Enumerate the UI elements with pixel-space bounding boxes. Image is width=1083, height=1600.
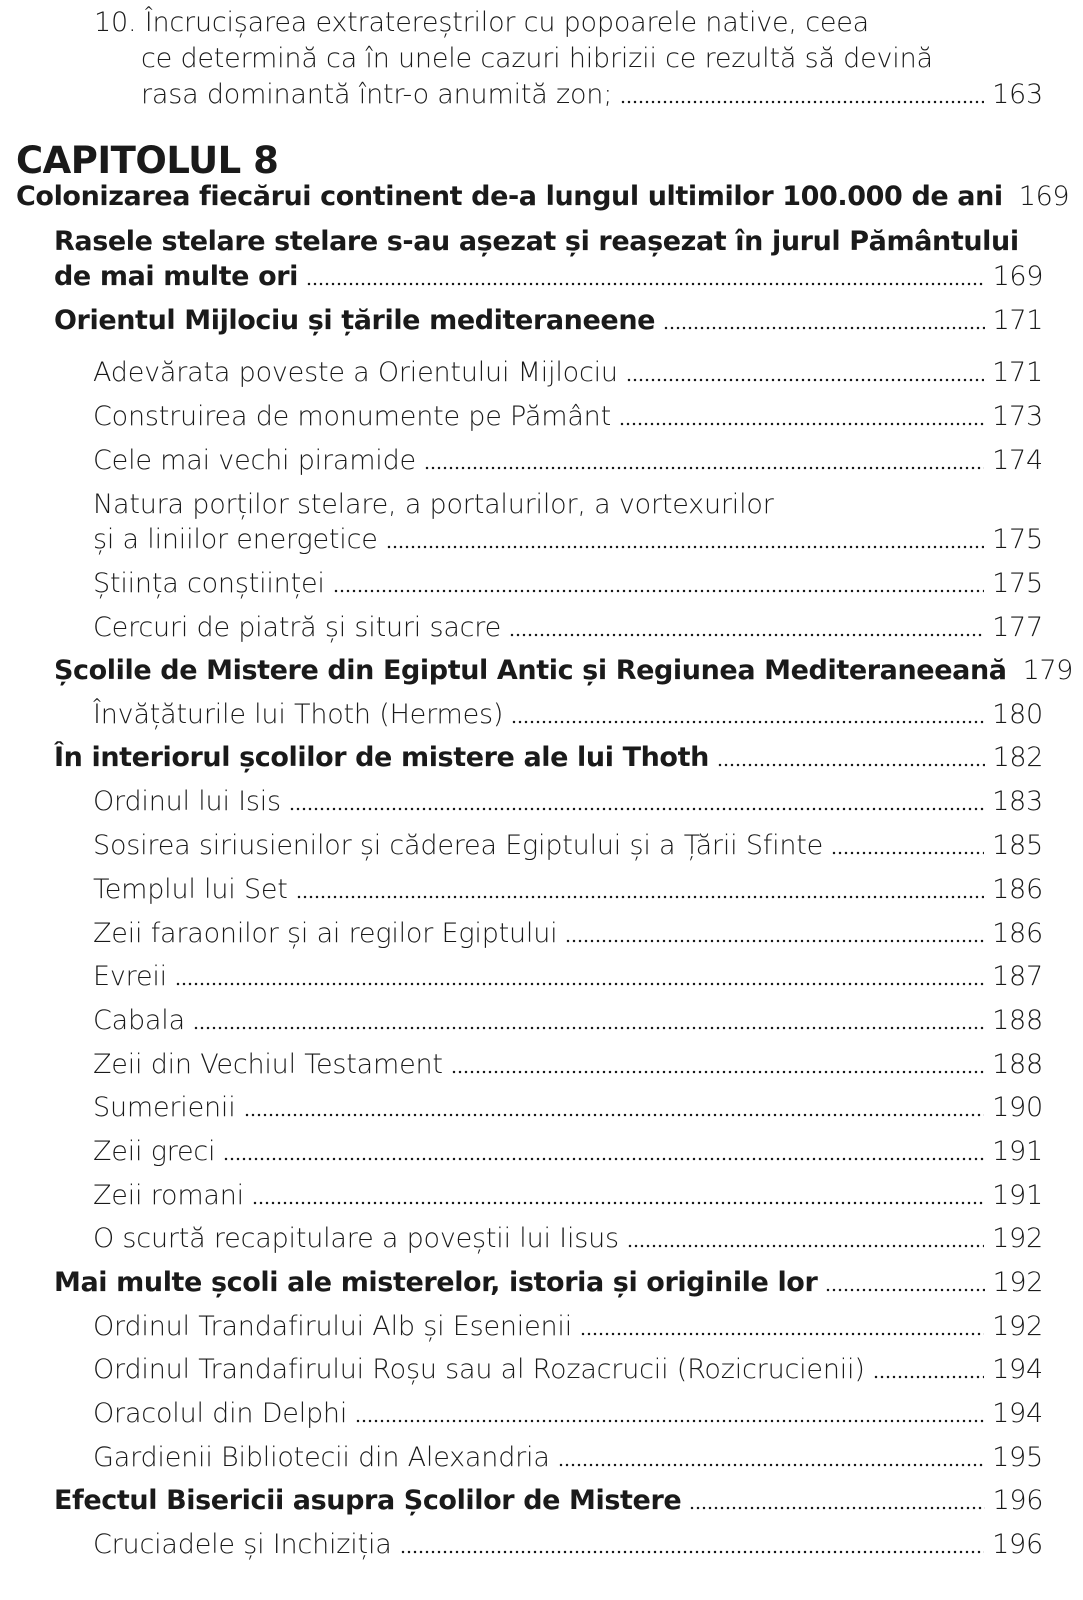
toc-entry-isis[interactable] — [93, 785, 1043, 819]
toc-entry-chapter-heading[interactable] — [16, 180, 1070, 214]
toc-page-number: 188 — [992, 1049, 1043, 1080]
toc-entry-item-10[interactable] — [141, 78, 1043, 112]
toc-entry-title: Zeii din Vechiul Testament — [93, 1049, 443, 1080]
toc-natura-line1: Natura porților stelare, a portalurilor, a vortexurilor — [93, 489, 774, 520]
dot-leader — [252, 1201, 984, 1205]
dot-leader — [289, 807, 984, 811]
dot-leader — [424, 466, 984, 470]
toc-page-number: 183 — [992, 786, 1043, 817]
toc-entry-gardienii[interactable] — [93, 1441, 1043, 1475]
toc-page-number: 191 — [992, 1136, 1043, 1167]
toc-entry-oracolul[interactable] — [93, 1397, 1043, 1431]
toc-entry-title: Știința conștiinței — [93, 568, 325, 599]
toc-entry-title: Cruciadele și Inchiziția — [93, 1529, 392, 1560]
toc-entry-evreii[interactable] — [93, 960, 1043, 994]
toc-entry-title: Mai multe școli ale misterelor, istoria și originile lor — [54, 1267, 818, 1298]
toc-entry-title: Sosirea siriusienilor și căderea Egiptului și a Țării Sfinte — [93, 830, 824, 861]
toc-page-number: 174 — [992, 445, 1043, 476]
toc-page-number: 185 — [992, 830, 1043, 861]
toc-page-number: 188 — [992, 1005, 1043, 1036]
toc-entry-title: În interiorul școlilor de mistere ale lui Thoth — [54, 742, 709, 773]
toc-page-number: 175 — [992, 568, 1043, 599]
toc-page-number: 196 — [992, 1485, 1043, 1516]
toc-entry-cruciadele[interactable] — [93, 1528, 1043, 1562]
toc-entry-title: Ordinul lui Isis — [93, 786, 281, 817]
toc-page-number: 182 — [992, 742, 1043, 773]
dot-leader — [386, 545, 984, 549]
dot-leader — [355, 1419, 984, 1423]
toc-entry-title: Efectul Bisericii asupra Școlilor de Mistere — [54, 1485, 682, 1516]
toc-entry-title: Oracolul din Delphi — [93, 1398, 348, 1429]
toc-entry-title: Ordinul Trandafirului Alb și Esenienii — [93, 1311, 573, 1342]
toc-entry-title: Cabala — [93, 1005, 185, 1036]
dot-leader — [627, 1244, 984, 1248]
dot-leader — [451, 1070, 984, 1074]
toc-page-number: 171 — [992, 357, 1043, 388]
dot-leader — [717, 763, 985, 767]
toc-entry-title: Colonizarea fiecărui continent de-a lungul ultimilor 100.000 de ani — [16, 181, 1003, 212]
toc-page-number: 186 — [992, 874, 1043, 905]
toc-entry-title: Școlile de Mistere din Egiptul Antic și Regiunea Mediteraneeană — [54, 655, 1007, 686]
toc-page-number: 177 — [992, 612, 1043, 643]
toc-entry-zeii-greci[interactable] — [93, 1135, 1043, 1169]
toc-entry-title: Construirea de monumente pe Pământ — [93, 401, 611, 432]
chapter-title: CAPITOLUL 8 — [16, 139, 279, 182]
toc-entry-sumerienii[interactable] — [93, 1091, 1043, 1125]
toc-entry-title: Templul lui Set — [93, 874, 288, 905]
dot-leader — [663, 326, 985, 330]
toc-entry-trandafir-rosu[interactable] — [93, 1353, 1043, 1387]
toc-entry-title: Adevărata poveste a Orientului Mijlociu — [93, 357, 618, 388]
toc-entry-stiinta[interactable] — [93, 567, 1043, 601]
toc-page-number: 173 — [992, 401, 1043, 432]
dot-leader — [558, 1463, 984, 1467]
toc-entry-piramide[interactable] — [93, 444, 1043, 478]
toc-entry-recapitulare[interactable] — [93, 1222, 1043, 1256]
dot-leader — [306, 282, 985, 286]
dot-leader — [620, 100, 984, 104]
dot-leader — [825, 1288, 984, 1292]
toc-entry-cercuri[interactable] — [93, 611, 1043, 645]
toc-entry-zeii-romani[interactable] — [93, 1179, 1043, 1213]
toc-entry-title: O scurtă recapitulare a poveștii lui Iisus — [93, 1223, 619, 1254]
toc-entry-title: Învățăturile lui Thoth (Hermes) — [93, 699, 504, 730]
dot-leader — [333, 589, 984, 593]
dot-leader — [619, 422, 984, 426]
toc-page-number: 179 — [1022, 655, 1073, 686]
toc-page-number: 180 — [992, 699, 1043, 730]
toc-entry-title: Sumerienii — [93, 1092, 236, 1123]
toc-page-number: 194 — [992, 1354, 1043, 1385]
toc-entry-interiorul[interactable] — [54, 741, 1043, 775]
toc-page-number: 192 — [992, 1223, 1043, 1254]
dot-leader — [689, 1506, 984, 1510]
toc-entry-cabala[interactable] — [93, 1004, 1043, 1038]
toc-entry-scolile[interactable] — [54, 654, 1073, 688]
toc-page-number: 163 — [992, 79, 1043, 110]
toc-page-number: 196 — [992, 1529, 1043, 1560]
toc-page-number: 169 — [1018, 181, 1070, 212]
toc-entry-title: Cercuri de piatră și situri sacre — [93, 612, 502, 643]
dot-leader — [193, 1026, 984, 1030]
toc-entry-construirea[interactable] — [93, 400, 1043, 434]
toc-entry-title: Zeii faraonilor și ai regilor Egiptului — [93, 918, 558, 949]
dot-leader — [509, 633, 984, 637]
toc-page-number: 171 — [992, 305, 1043, 336]
toc-page-number: 175 — [992, 524, 1043, 555]
toc-entry-orientul[interactable] — [54, 304, 1043, 338]
toc-rasele-line1: Rasele stelare stelare s-au așezat și reașezat în jurul Pământului — [54, 226, 1019, 257]
toc-entry-title: Cele mai vechi piramide — [93, 445, 416, 476]
toc-entry-rasele[interactable] — [54, 260, 1043, 294]
toc-entry-title: și a liniilor energetice — [93, 524, 378, 555]
dot-leader — [873, 1375, 984, 1379]
toc-page-number: 169 — [992, 261, 1043, 292]
toc-entry-efectul[interactable] — [54, 1484, 1043, 1518]
toc-page-number: 186 — [992, 918, 1043, 949]
toc-entry-title: Evreii — [93, 961, 167, 992]
toc-entry-adevarata[interactable] — [93, 356, 1043, 390]
toc-entry-zeii-faraonilor[interactable] — [93, 917, 1043, 951]
dot-leader — [175, 982, 984, 986]
toc-entry-title: Zeii romani — [93, 1180, 244, 1211]
toc-entry-title: Ordinul Trandafirului Roșu sau al Rozacrucii (Rozicrucienii) — [93, 1354, 865, 1385]
toc-entry-trandafir-alb[interactable] — [93, 1310, 1043, 1344]
dot-leader — [400, 1550, 984, 1554]
toc-page-number: 195 — [992, 1442, 1043, 1473]
toc-entry-natura[interactable] — [93, 523, 1043, 557]
dot-leader — [244, 1113, 985, 1117]
toc-entry-title: Gardienii Bibliotecii din Alexandria — [93, 1442, 550, 1473]
dot-leader — [565, 939, 984, 943]
toc-entry-title: de mai multe ori — [54, 261, 298, 292]
toc-entry-title: rasa dominantă într-o anumită zon; — [141, 79, 613, 110]
toc-page-number: 194 — [992, 1398, 1043, 1429]
toc-entry-zeii-vechiul[interactable] — [93, 1048, 1043, 1082]
dot-leader — [511, 720, 984, 724]
toc-page-number: 192 — [992, 1267, 1043, 1298]
dot-leader — [296, 895, 984, 899]
toc-entry-title: Orientul Mijlociu și țările mediteraneene — [54, 305, 656, 336]
dot-leader — [626, 378, 984, 382]
toc-page-number: 187 — [992, 961, 1043, 992]
toc-entry-templul[interactable] — [93, 873, 1043, 907]
toc-entry-mai-multe[interactable] — [54, 1266, 1043, 1300]
toc-entry-title: Zeii greci — [93, 1136, 216, 1167]
dot-leader — [831, 851, 984, 855]
toc-page-number: 192 — [992, 1311, 1043, 1342]
toc-page-number: 191 — [992, 1180, 1043, 1211]
toc-entry-invataturile[interactable] — [93, 698, 1043, 732]
toc-entry-sosirea[interactable] — [93, 829, 1043, 863]
toc-item-10-line2: ce determină ca în unele cazuri hibrizii ce rezultă să devină — [141, 43, 933, 74]
toc-page-number: 190 — [992, 1092, 1043, 1123]
dot-leader — [223, 1157, 984, 1161]
dot-leader — [580, 1332, 984, 1336]
toc-item-10-line1: 10. Încrucișarea extratereștrilor cu popoarele native, ceea — [94, 7, 870, 38]
